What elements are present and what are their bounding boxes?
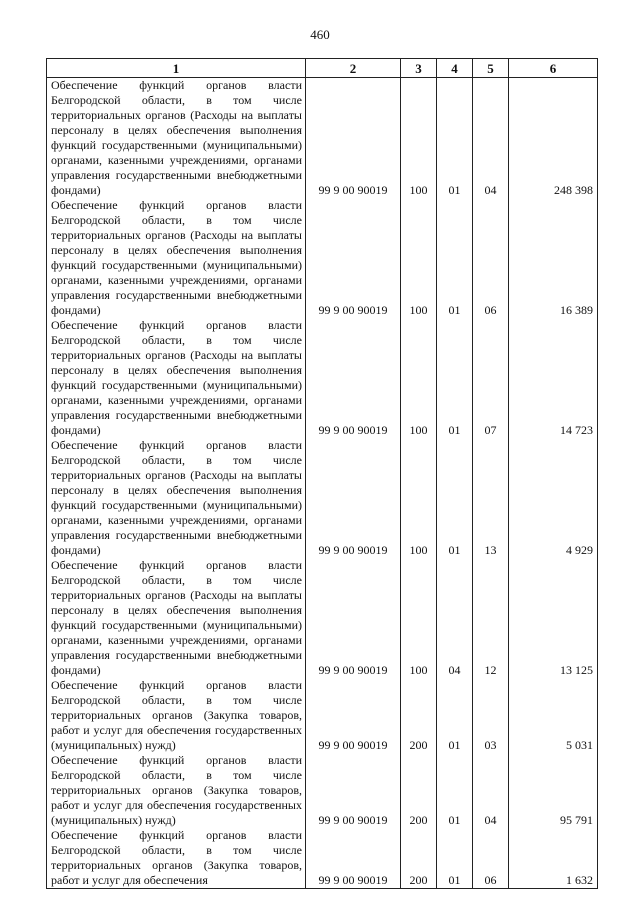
subsection-code: 04 [473,78,509,199]
table-row [47,753,598,828]
table-row [47,678,598,753]
column-header: 5 [473,59,509,78]
page-number: 460 [310,27,330,42]
subsection-code: 06 [473,828,509,889]
expense-description: Обеспечение функций органов власти Белгородской области, в том числе территориальных органов (Расходы на выплаты персоналу в целях обеспечения выполнения функций государственными (муниципальными) органами, казенными учреждениями, органами управления государственными внебюджетными фондами) [47,438,306,558]
target-article-code: 99 9 00 90019 [306,558,401,678]
subsection-code: 12 [473,558,509,678]
expense-description: Обеспечение функций органов власти Белгородской области, в том числе территориальных органов (Расходы на выплаты персоналу в целях обеспечения выполнения функций государственными (муниципальными) органами, казенными учреждениями, органами управления государственными внебюджетными фондами) [47,318,306,438]
amount-cell: 14 723 [509,318,598,438]
expense-description: Обеспечение функций органов власти Белгородской области, в том числе территориальных органов (Расходы на выплаты персоналу в целях обеспечения выполнения функций государственными (муниципальными) органами, казенными учреждениями, органами управления государственными внебюджетными фондами) [47,198,306,318]
table-row [47,438,598,558]
amount-cell: 1 632 [509,828,598,889]
column-header: 3 [401,59,437,78]
table-row [47,558,598,678]
amount-cell: 5 031 [509,678,598,753]
target-article-code: 99 9 00 90019 [306,318,401,438]
column-header: 6 [509,59,598,78]
column-header: 1 [47,59,306,78]
section-code: 01 [437,78,473,199]
subsection-code: 06 [473,198,509,318]
column-header: 2 [306,59,401,78]
section-code: 01 [437,828,473,889]
table-row [47,828,598,889]
expense-type-code: 200 [401,828,437,889]
amount-cell: 16 389 [509,198,598,318]
table-row [47,318,598,438]
expense-description: Обеспечение функций органов власти Белгородской области, в том числе территориальных органов (Закупка товаров, работ и услуг для обеспечения государственных (муниципальных) нужд) [47,678,306,753]
table-body [47,78,598,889]
subsection-code: 04 [473,753,509,828]
expense-type-code: 200 [401,678,437,753]
section-code: 01 [437,318,473,438]
subsection-code: 03 [473,678,509,753]
amount-cell: 13 125 [509,558,598,678]
target-article-code: 99 9 00 90019 [306,753,401,828]
expense-description: Обеспечение функций органов власти Белгородской области, в том числе территориальных органов (Расходы на выплаты персоналу в целях обеспечения выполнения функций государственными (муниципальными) органами, казенными учреждениями, органами управления государственными внебюджетными фондами) [47,78,306,199]
expense-description: Обеспечение функций органов власти Белгородской области, в том числе территориальных органов (Расходы на выплаты персоналу в целях обеспечения выполнения функций государственными (муниципальными) органами, казенными учреждениями, органами управления государственными внебюджетными фондами) [47,558,306,678]
amount-cell: 4 929 [509,438,598,558]
amount-cell: 95 791 [509,753,598,828]
expense-type-code: 200 [401,753,437,828]
subsection-code: 07 [473,318,509,438]
expense-type-code: 100 [401,438,437,558]
table-row [47,198,598,318]
target-article-code: 99 9 00 90019 [306,678,401,753]
section-code: 01 [437,438,473,558]
budget-table [46,58,598,889]
section-code: 04 [437,558,473,678]
section-code: 01 [437,678,473,753]
expense-description: Обеспечение функций органов власти Белгородской области, в том числе территориальных органов (Закупка товаров, работ и услуг для обеспечения [47,828,306,889]
subsection-code: 13 [473,438,509,558]
table-row [47,78,598,199]
section-code: 01 [437,198,473,318]
table-header-row [47,59,598,78]
target-article-code: 99 9 00 90019 [306,828,401,889]
expense-type-code: 100 [401,78,437,199]
column-header: 4 [437,59,473,78]
expense-description: Обеспечение функций органов власти Белгородской области, в том числе территориальных органов (Закупка товаров, работ и услуг для обеспечения государственных (муниципальных) нужд) [47,753,306,828]
target-article-code: 99 9 00 90019 [306,78,401,199]
target-article-code: 99 9 00 90019 [306,198,401,318]
expense-type-code: 100 [401,198,437,318]
expense-type-code: 100 [401,558,437,678]
target-article-code: 99 9 00 90019 [306,438,401,558]
amount-cell: 248 398 [509,78,598,199]
section-code: 01 [437,753,473,828]
expense-type-code: 100 [401,318,437,438]
